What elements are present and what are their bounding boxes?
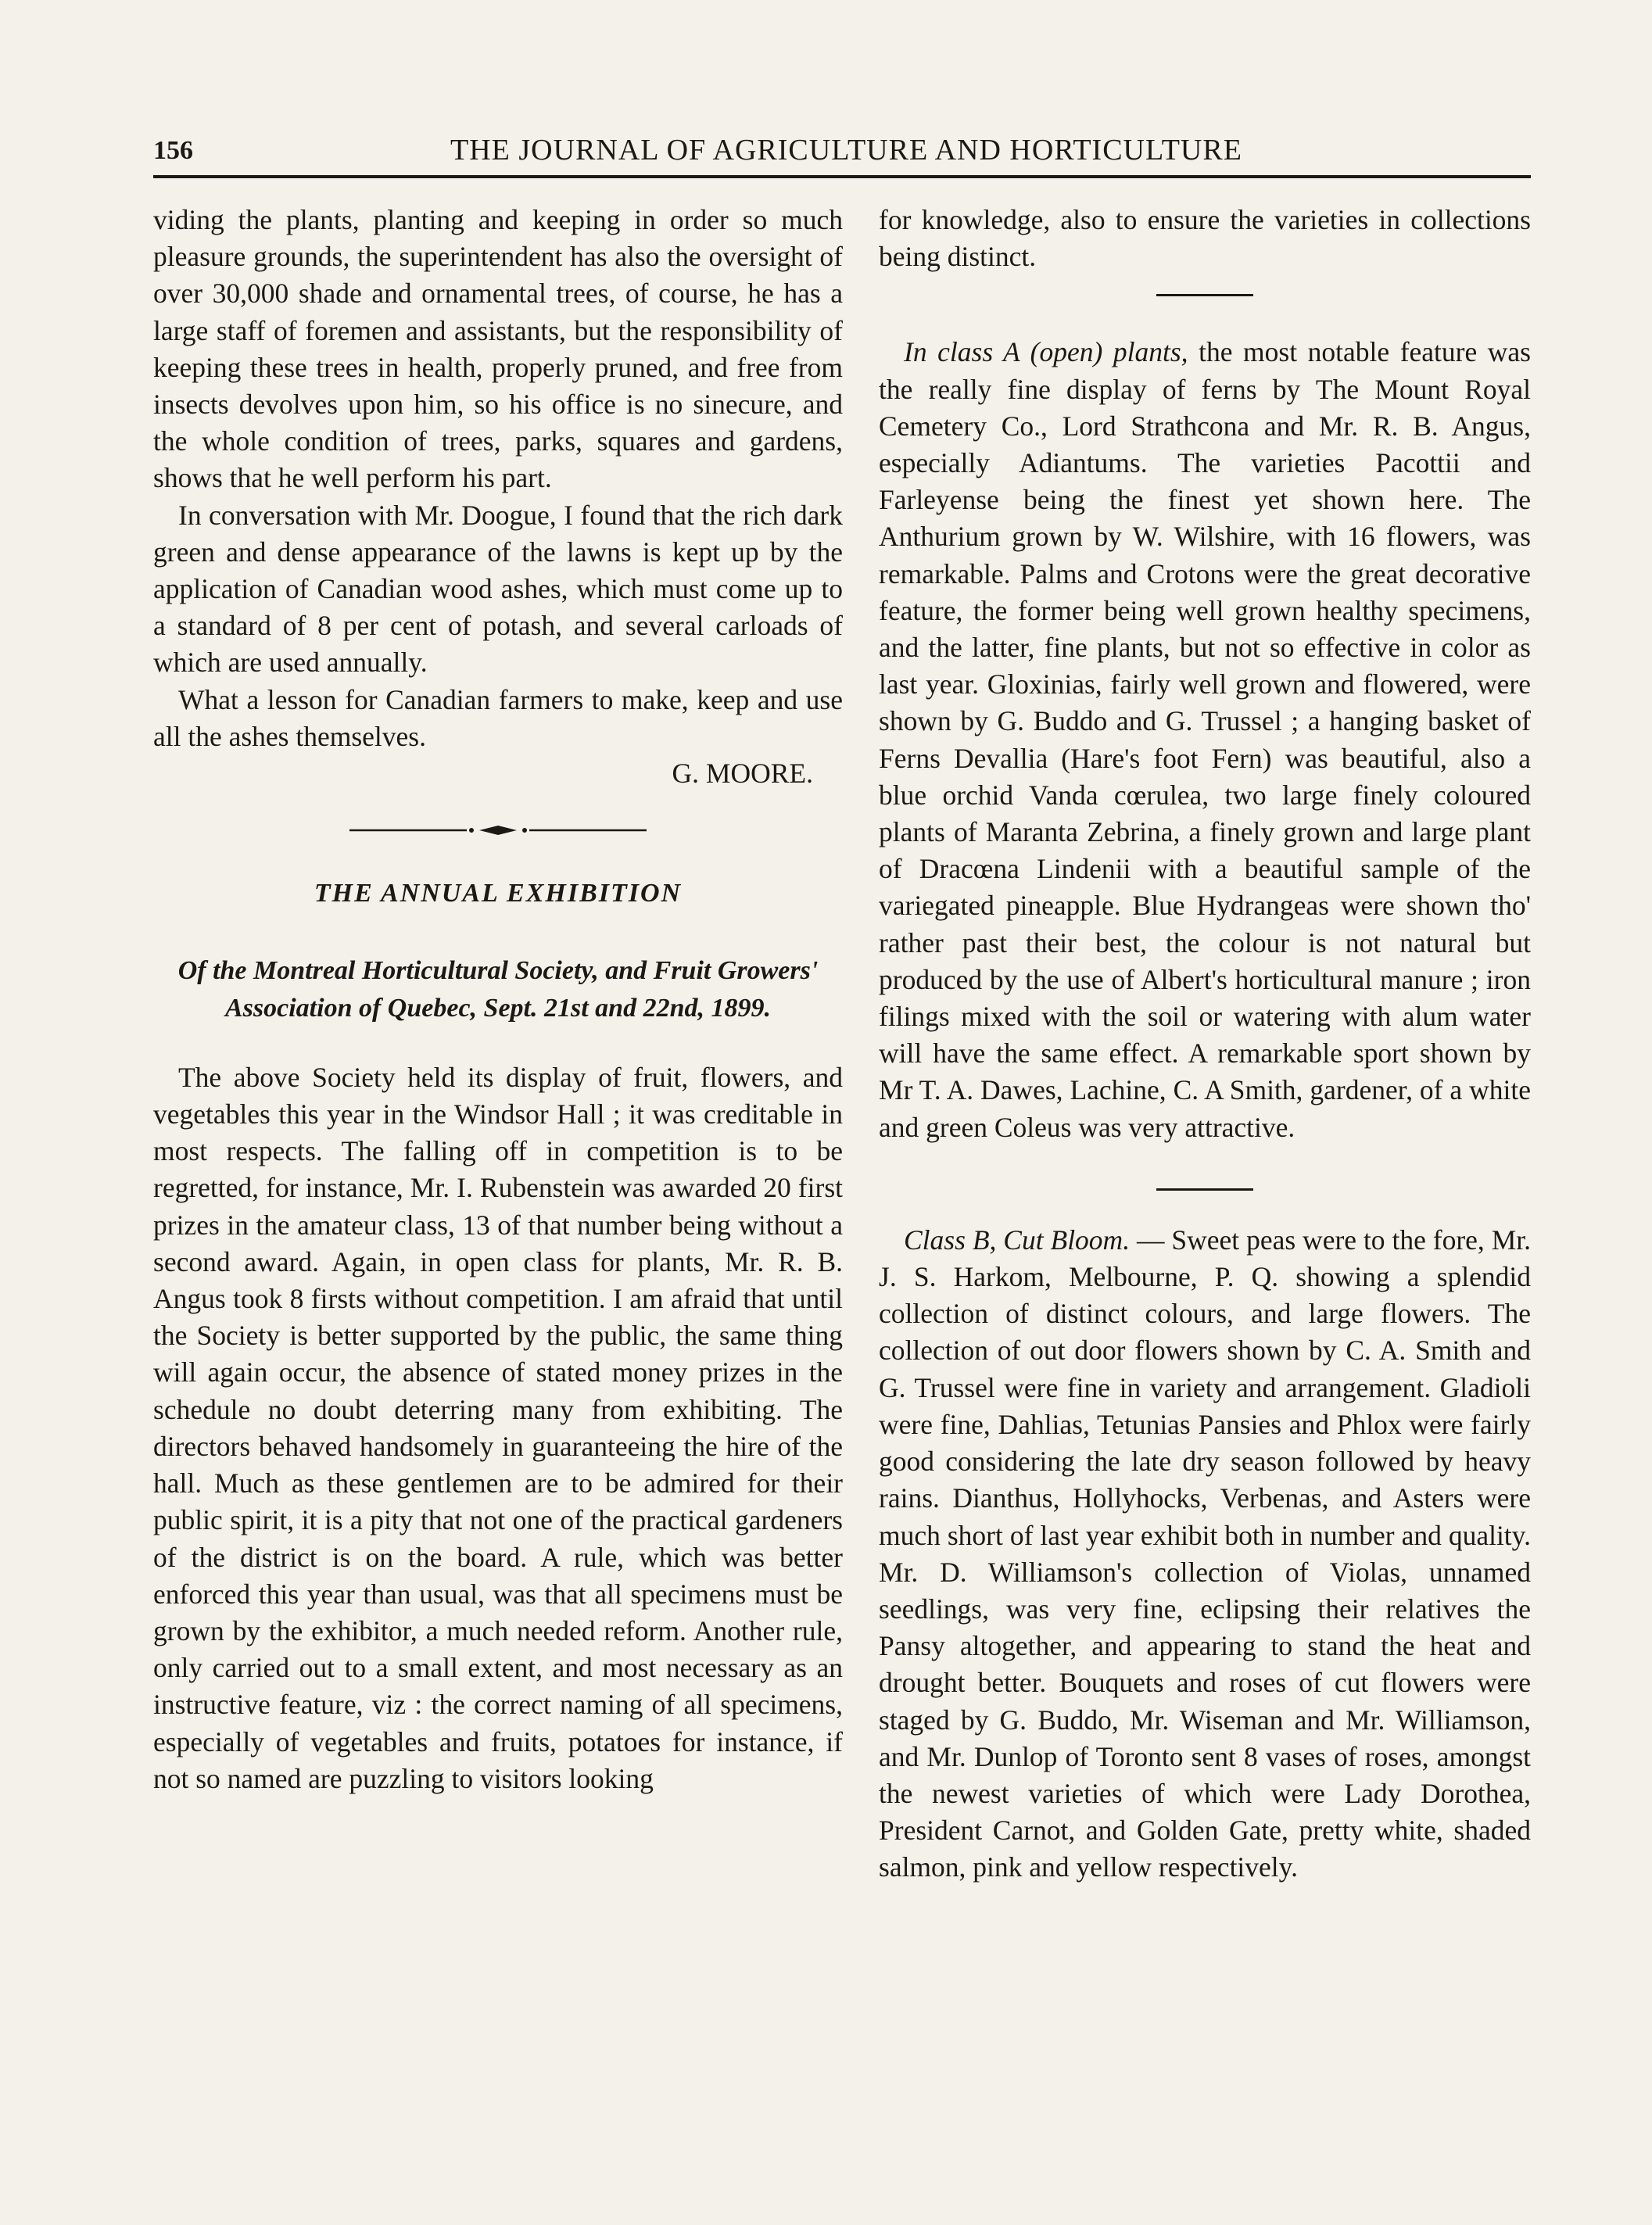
running-title: THE JOURNAL OF AGRICULTURE AND HORTICULTURE [450, 134, 1242, 167]
page-header [153, 128, 1531, 175]
left-column [153, 202, 843, 1797]
paragraph-doogue: In conversation with Mr. Doogue, I found that the rich dark green and dense appearance of the lawns is kept up by the application of Canadian wood ashes, which must come up to a standard of 8 per cent of potash, and several carloads of which are used annually. [153, 499, 843, 679]
page-number: 156 [153, 136, 193, 165]
article-subheading: Of the Montreal Horticultural Society, and Fruit Growers' Association of Quebec, Sept. 21st and 22nd, 1899. [177, 956, 819, 1023]
article-heading: THE ANNUAL EXHIBITION [314, 879, 683, 908]
paragraph-exhibition: The above Society held its display of fruit, flowers, and vegetables this year in the Windsor Hall ; it was creditable in most respects. The falling off in competition is to be regretted, for instance, Mr. I. Rubenstein was awarded 20 first prizes in the amateur class, 13 of that number being without a second award. Again, in open class for plants, Mr. R. B. Angus took 8 firsts without competition. I am afraid that until the Society is better supported by the public, the same thing will again occur, the absence of stated money prizes in the schedule no doubt deterring many from exhibiting. The directors behaved handsomely in guaranteeing the hire of the hall. Much as these gentlemen are to be admired for their public spirit, it is a pity that not one of the practical gardeners of the district is on the board. A rule, which was better enforced this year than usual, was that all specimens must be grown by the exhibitor, a much needed reform. Another rule, only carried out to a small extent, and most necessary as an instructive feature, viz : the correct naming of all specimens, especially of vegetables and fruits, potatoes for instance, if not so named are puzzling to visitors looking [153, 1061, 843, 1794]
author-signature: G. MOORE. [672, 758, 813, 790]
section-rule [1156, 294, 1253, 296]
header-rule [153, 175, 1531, 178]
class-a-lead: In class A (open) plants, [904, 336, 1188, 368]
class-b-lead: Class B, Cut Bloom. [904, 1224, 1131, 1256]
class-b-text: — Sweet peas were to the fore, Mr. J. S. Harkom, Melbourne, P. Q. showing a splendid collection of distinct colours, and large flowers. The collection of out door flowers shown by C. A. Smith and G. Trussel were fine in variety and arrangement. Gladioli were fine, Dahlias, Tetunias Pansies and Phlox were fairly good considering the late dry season followed by heavy rains. Dianthus, Hollyhocks, Verbenas, and Asters were much short of last year exhibit both in number and quality. Mr. D. Williamson's collection of Violas, unnamed seedlings, was very fine, eclipsing their relatives the Pansy altogether, and appearing to stand the heat and drought better. Bouquets and roses of cut flowers were staged by G. Buddo, Mr. Wiseman and Mr. Williamson, and Mr. Dunlop of Toronto sent 8 vases of roses, amongst the newest varieties of which were Lady Dorothea, President Carnot, and Golden Gate, pretty white, shaded salmon, pink and yellow respectively. [879, 1224, 1531, 1883]
paragraph-lesson: What a lesson for Canadian farmers to make, keep and use all the ashes themselves. [153, 683, 843, 752]
paragraph-class-b [879, 1222, 1531, 1886]
continued-paragraph: viding the plants, planting and keeping in order so much pleasure grounds, the superintendent has also the oversight of over 30,000 shade and ornamental trees, of course, he has a large staff of foremen and assistants, but the responsibility of keeping these trees in health, properly pruned, and free from insects devolves upon him, so his office is no sinecure, and the whole condition of trees, parks, squares and gardens, shows that he well perform his part. [153, 204, 843, 494]
continued-paragraph-right: for knowledge, also to ensure the varieties in collections being distinct. [879, 204, 1531, 273]
section-rule-2 [1156, 1188, 1253, 1191]
ornament-divider-icon [349, 825, 647, 836]
paragraph-class-a [879, 334, 1531, 1145]
class-a-text: the most notable feature was the really fine display of ferns by The Mount Royal Cemetery Co., Lord Strathcona and Mr. R. B. Angus, especially Adiantums. The varieties Pacottii and Farleyense being the finest yet shown here. The Anthurium grown by W. Wilshire, with 16 flowers, was remarkable. Palms and Crotons were the great decorative feature, the former being well grown healthy specimens, and the latter, fine plants, but not so effective in color as last year. Gloxinias, fairly well grown and flowered, were shown by G. Buddo and G. Trussel ; a hanging basket of Ferns Devallia (Hare's foot Fern) was beautiful, also a blue orchid Vanda cœrulea, two large finely coloured plants of Maranta Zebrina, a finely grown and large plant of Dracœna Lindenii with a beautiful sample of the variegated pineapple. Blue Hydrangeas were shown tho' rather past their best, the colour is not natural but produced by the use of Albert's horticultural manure ; iron filings mixed with the soil or watering with alum water will have the same effect. A remarkable sport shown by Mr T. A. Dawes, Lachine, C. A Smith, gardener, of a white and green Coleus was very attractive. [879, 336, 1531, 1143]
right-column [879, 202, 1531, 1886]
